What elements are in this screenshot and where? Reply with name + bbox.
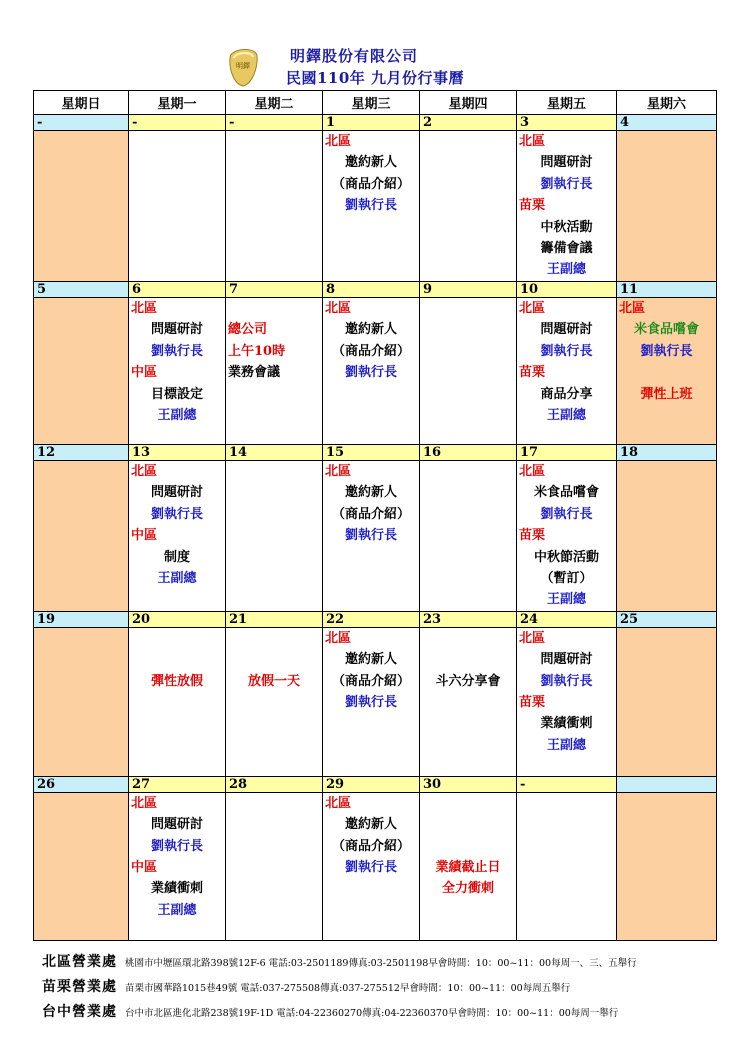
week-events-row	[34, 627, 717, 776]
event-line: 北區	[619, 301, 646, 316]
date-number: 6	[129, 282, 226, 298]
day-cell	[34, 298, 129, 445]
date-number: 23	[420, 611, 517, 627]
week-events-row	[34, 298, 717, 445]
event-line: 王副總	[546, 408, 586, 424]
week-events-row	[34, 461, 717, 612]
day-cell	[517, 131, 617, 282]
day-cell	[226, 627, 323, 776]
day-cell	[34, 461, 129, 612]
day-cell	[323, 131, 420, 282]
event-line: 北區	[325, 630, 352, 646]
event-line: 目標設定	[150, 386, 203, 402]
day-cell	[226, 298, 323, 445]
date-number: 14	[226, 445, 323, 461]
day-cell	[129, 131, 226, 282]
event-line: 北區	[325, 464, 352, 479]
event-line: 苗栗	[519, 198, 546, 214]
branch-office-details: 台中市北區進化北路238號19F-1D 電話:04-22360270傳真:04-22360370早會時間：10：00~11：00每周一舉行	[125, 1008, 619, 1019]
event-line: 劉執行長	[344, 528, 397, 544]
event-line: 王副總	[546, 737, 586, 753]
event-line	[226, 628, 322, 649]
event-line	[226, 298, 322, 319]
event-line: 斗六分享會	[435, 673, 501, 689]
event-line: 北區	[131, 464, 158, 479]
event-line: 王副總	[157, 408, 197, 424]
day-cell	[617, 792, 717, 940]
event-line: 北區	[325, 795, 352, 811]
date-number: 1	[323, 115, 420, 131]
branch-office-label: 台中營業處	[42, 1004, 117, 1020]
event-line: 北區	[325, 301, 352, 316]
date-number: 20	[129, 611, 226, 627]
date-number: 15	[323, 445, 420, 461]
weekday-header: 星期三	[323, 91, 420, 115]
weekday-header: 星期日	[34, 91, 129, 115]
week-events-row	[34, 131, 717, 282]
event-line: （商品介紹）	[331, 673, 410, 689]
day-cell	[617, 627, 717, 776]
date-number: -	[129, 115, 226, 131]
event-line: 問題研討	[540, 155, 593, 171]
event-line	[420, 814, 516, 835]
date-number	[617, 776, 717, 792]
branch-office-label: 北區營業處	[42, 954, 117, 970]
event-line: 邀約新人	[344, 652, 397, 668]
event-line: 邀約新人	[344, 322, 397, 338]
date-number: 5	[34, 282, 129, 298]
event-line: 邀約新人	[344, 817, 397, 833]
event-line: 上午10時	[228, 343, 286, 359]
day-cell	[129, 461, 226, 612]
event-line: （商品介紹）	[331, 506, 410, 522]
event-line: 總公司	[228, 322, 268, 338]
date-number: 13	[129, 445, 226, 461]
branch-office-details: 苗栗市國華路1015巷49號 電話:037-275508傳真:037-275512早會時間：10：00~11：00每周五舉行	[125, 983, 571, 994]
event-line: 北區	[325, 134, 352, 149]
event-line: 米食品嚐會	[533, 485, 599, 501]
day-cell	[517, 461, 617, 612]
day-cell	[34, 792, 129, 940]
date-number: 17	[517, 445, 617, 461]
day-cell	[34, 131, 129, 282]
company-name: 明鐸股份有限公司	[290, 47, 419, 65]
day-cell	[129, 627, 226, 776]
date-number: 28	[226, 776, 323, 792]
event-line: 籌備會議	[540, 241, 593, 257]
date-number: -	[226, 115, 323, 131]
event-line	[129, 649, 225, 670]
event-line: 中區	[131, 528, 158, 544]
date-number: 7	[226, 282, 323, 298]
date-number: 27	[129, 776, 226, 792]
event-line: 苗栗	[519, 528, 546, 544]
date-number: 26	[34, 776, 129, 792]
day-cell	[34, 627, 129, 776]
date-number: 29	[323, 776, 420, 792]
day-cell	[617, 131, 717, 282]
weekday-header-row	[34, 91, 717, 115]
date-number: 4	[617, 115, 717, 131]
branch-office-info	[42, 976, 570, 996]
event-line: 中區	[131, 860, 158, 876]
event-line: 業績衝刺	[540, 716, 593, 732]
branch-office-details: 桃園市中壢區環北路398號12F-6 電話:03-2501189傳真:03-2501198早會時間：10：00~11：00每周一、三、五舉行	[125, 958, 637, 969]
event-line: 王副總	[157, 571, 197, 587]
event-line: 放假一天	[247, 673, 300, 689]
event-line: 問題研討	[540, 652, 593, 668]
event-line: 王副總	[157, 902, 197, 918]
weekday-header: 星期六	[617, 91, 717, 115]
event-line: 苗栗	[519, 365, 546, 381]
day-cell	[129, 792, 226, 940]
calendar-header	[0, 40, 750, 90]
event-line: 劉執行長	[150, 506, 203, 522]
event-line: 苗栗	[519, 695, 546, 711]
weekday-header: 星期二	[226, 91, 323, 115]
date-number: 18	[617, 445, 717, 461]
event-line: 劉執行長	[540, 343, 593, 359]
date-number: 11	[617, 282, 717, 298]
day-cell	[323, 627, 420, 776]
weekday-header: 星期四	[420, 91, 517, 115]
event-line: 業務會議	[228, 365, 281, 381]
day-cell	[323, 298, 420, 445]
date-number-row	[34, 776, 717, 792]
event-line: 劉執行長	[344, 860, 397, 876]
event-line	[420, 649, 516, 670]
event-line: 北區	[519, 464, 546, 479]
calendar-title: 民國110年 九月份行事曆	[286, 69, 465, 87]
event-line: 問題研討	[150, 817, 203, 833]
event-line: （商品介紹）	[331, 176, 410, 192]
event-line: 劉執行長	[150, 838, 203, 854]
day-cell	[226, 792, 323, 940]
day-cell	[323, 461, 420, 612]
event-line: 商品分享	[540, 386, 593, 402]
event-line	[420, 628, 516, 649]
date-number: 25	[617, 611, 717, 627]
event-line: 北區	[131, 795, 158, 811]
day-cell	[420, 461, 517, 612]
event-line: 問題研討	[540, 322, 593, 338]
event-line: 彈性放假	[150, 673, 203, 689]
day-cell	[226, 131, 323, 282]
date-number: 8	[323, 282, 420, 298]
event-line: 彈性上班	[640, 386, 693, 402]
event-line: 業績衝刺	[150, 881, 203, 897]
date-number: 16	[420, 445, 517, 461]
event-line	[617, 362, 716, 383]
event-line	[420, 793, 516, 814]
event-line: 中區	[131, 365, 158, 381]
event-line: 北區	[519, 134, 546, 149]
event-line: 劉執行長	[344, 198, 397, 214]
branch-office-info	[42, 1001, 618, 1021]
event-line: 北區	[519, 630, 546, 646]
day-cell	[617, 461, 717, 612]
day-cell	[420, 131, 517, 282]
date-number: 30	[420, 776, 517, 792]
date-number-row	[34, 282, 717, 298]
date-number: 21	[226, 611, 323, 627]
company-logo	[226, 44, 260, 88]
event-line: 劉執行長	[640, 343, 693, 359]
event-line: 劉執行長	[150, 343, 203, 359]
event-line	[129, 628, 225, 649]
calendar-table	[33, 90, 717, 941]
date-number: 10	[517, 282, 617, 298]
day-cell	[323, 792, 420, 940]
event-line: 王副總	[546, 592, 586, 608]
event-line: 王副總	[546, 262, 586, 278]
date-number: 12	[34, 445, 129, 461]
event-line: 劉執行長	[344, 365, 397, 381]
event-line: 全力衝刺	[441, 881, 494, 897]
branch-office-label: 苗栗營業處	[42, 979, 117, 995]
date-number: 9	[420, 282, 517, 298]
date-number: 22	[323, 611, 420, 627]
date-number: 2	[420, 115, 517, 131]
event-line: 邀約新人	[344, 485, 397, 501]
day-cell	[517, 627, 617, 776]
date-number: 19	[34, 611, 129, 627]
event-line: 劉執行長	[540, 506, 593, 522]
day-cell	[420, 627, 517, 776]
event-line: 劉執行長	[344, 695, 397, 711]
day-cell	[226, 461, 323, 612]
event-line: 中秋活動	[540, 219, 593, 235]
day-cell	[129, 298, 226, 445]
day-cell	[420, 298, 517, 445]
event-line	[226, 649, 322, 670]
event-line: （商品介紹）	[331, 838, 410, 854]
date-number-row	[34, 445, 717, 461]
date-number-row	[34, 611, 717, 627]
logo-lettering: 明鐸	[236, 62, 250, 70]
day-cell	[617, 298, 717, 445]
event-line: 米食品嚐會	[633, 322, 699, 338]
event-line: 邀約新人	[344, 155, 397, 171]
event-line: 中秋節活動	[533, 549, 599, 565]
event-line: 業績截止日	[435, 860, 501, 876]
weekday-header: 星期五	[517, 91, 617, 115]
event-line: 問題研討	[150, 322, 203, 338]
event-line: 制度	[163, 549, 190, 565]
branch-office-info	[42, 951, 637, 971]
day-cell	[517, 298, 617, 445]
event-line: （暫訂）	[540, 571, 593, 587]
week-events-row	[34, 792, 717, 940]
event-line: 問題研討	[150, 485, 203, 501]
event-line: 北區	[131, 301, 158, 316]
event-line	[420, 836, 516, 857]
event-line: （商品介紹）	[331, 343, 410, 359]
date-number: 3	[517, 115, 617, 131]
date-number: -	[34, 115, 129, 131]
event-line: 劉執行長	[540, 673, 593, 689]
weekday-header: 星期一	[129, 91, 226, 115]
day-cell	[517, 792, 617, 940]
date-number: 24	[517, 611, 617, 627]
day-cell	[420, 792, 517, 940]
date-number: -	[517, 776, 617, 792]
event-line: 北區	[519, 301, 546, 316]
event-line: 劉執行長	[540, 176, 593, 192]
date-number-row	[34, 115, 717, 131]
